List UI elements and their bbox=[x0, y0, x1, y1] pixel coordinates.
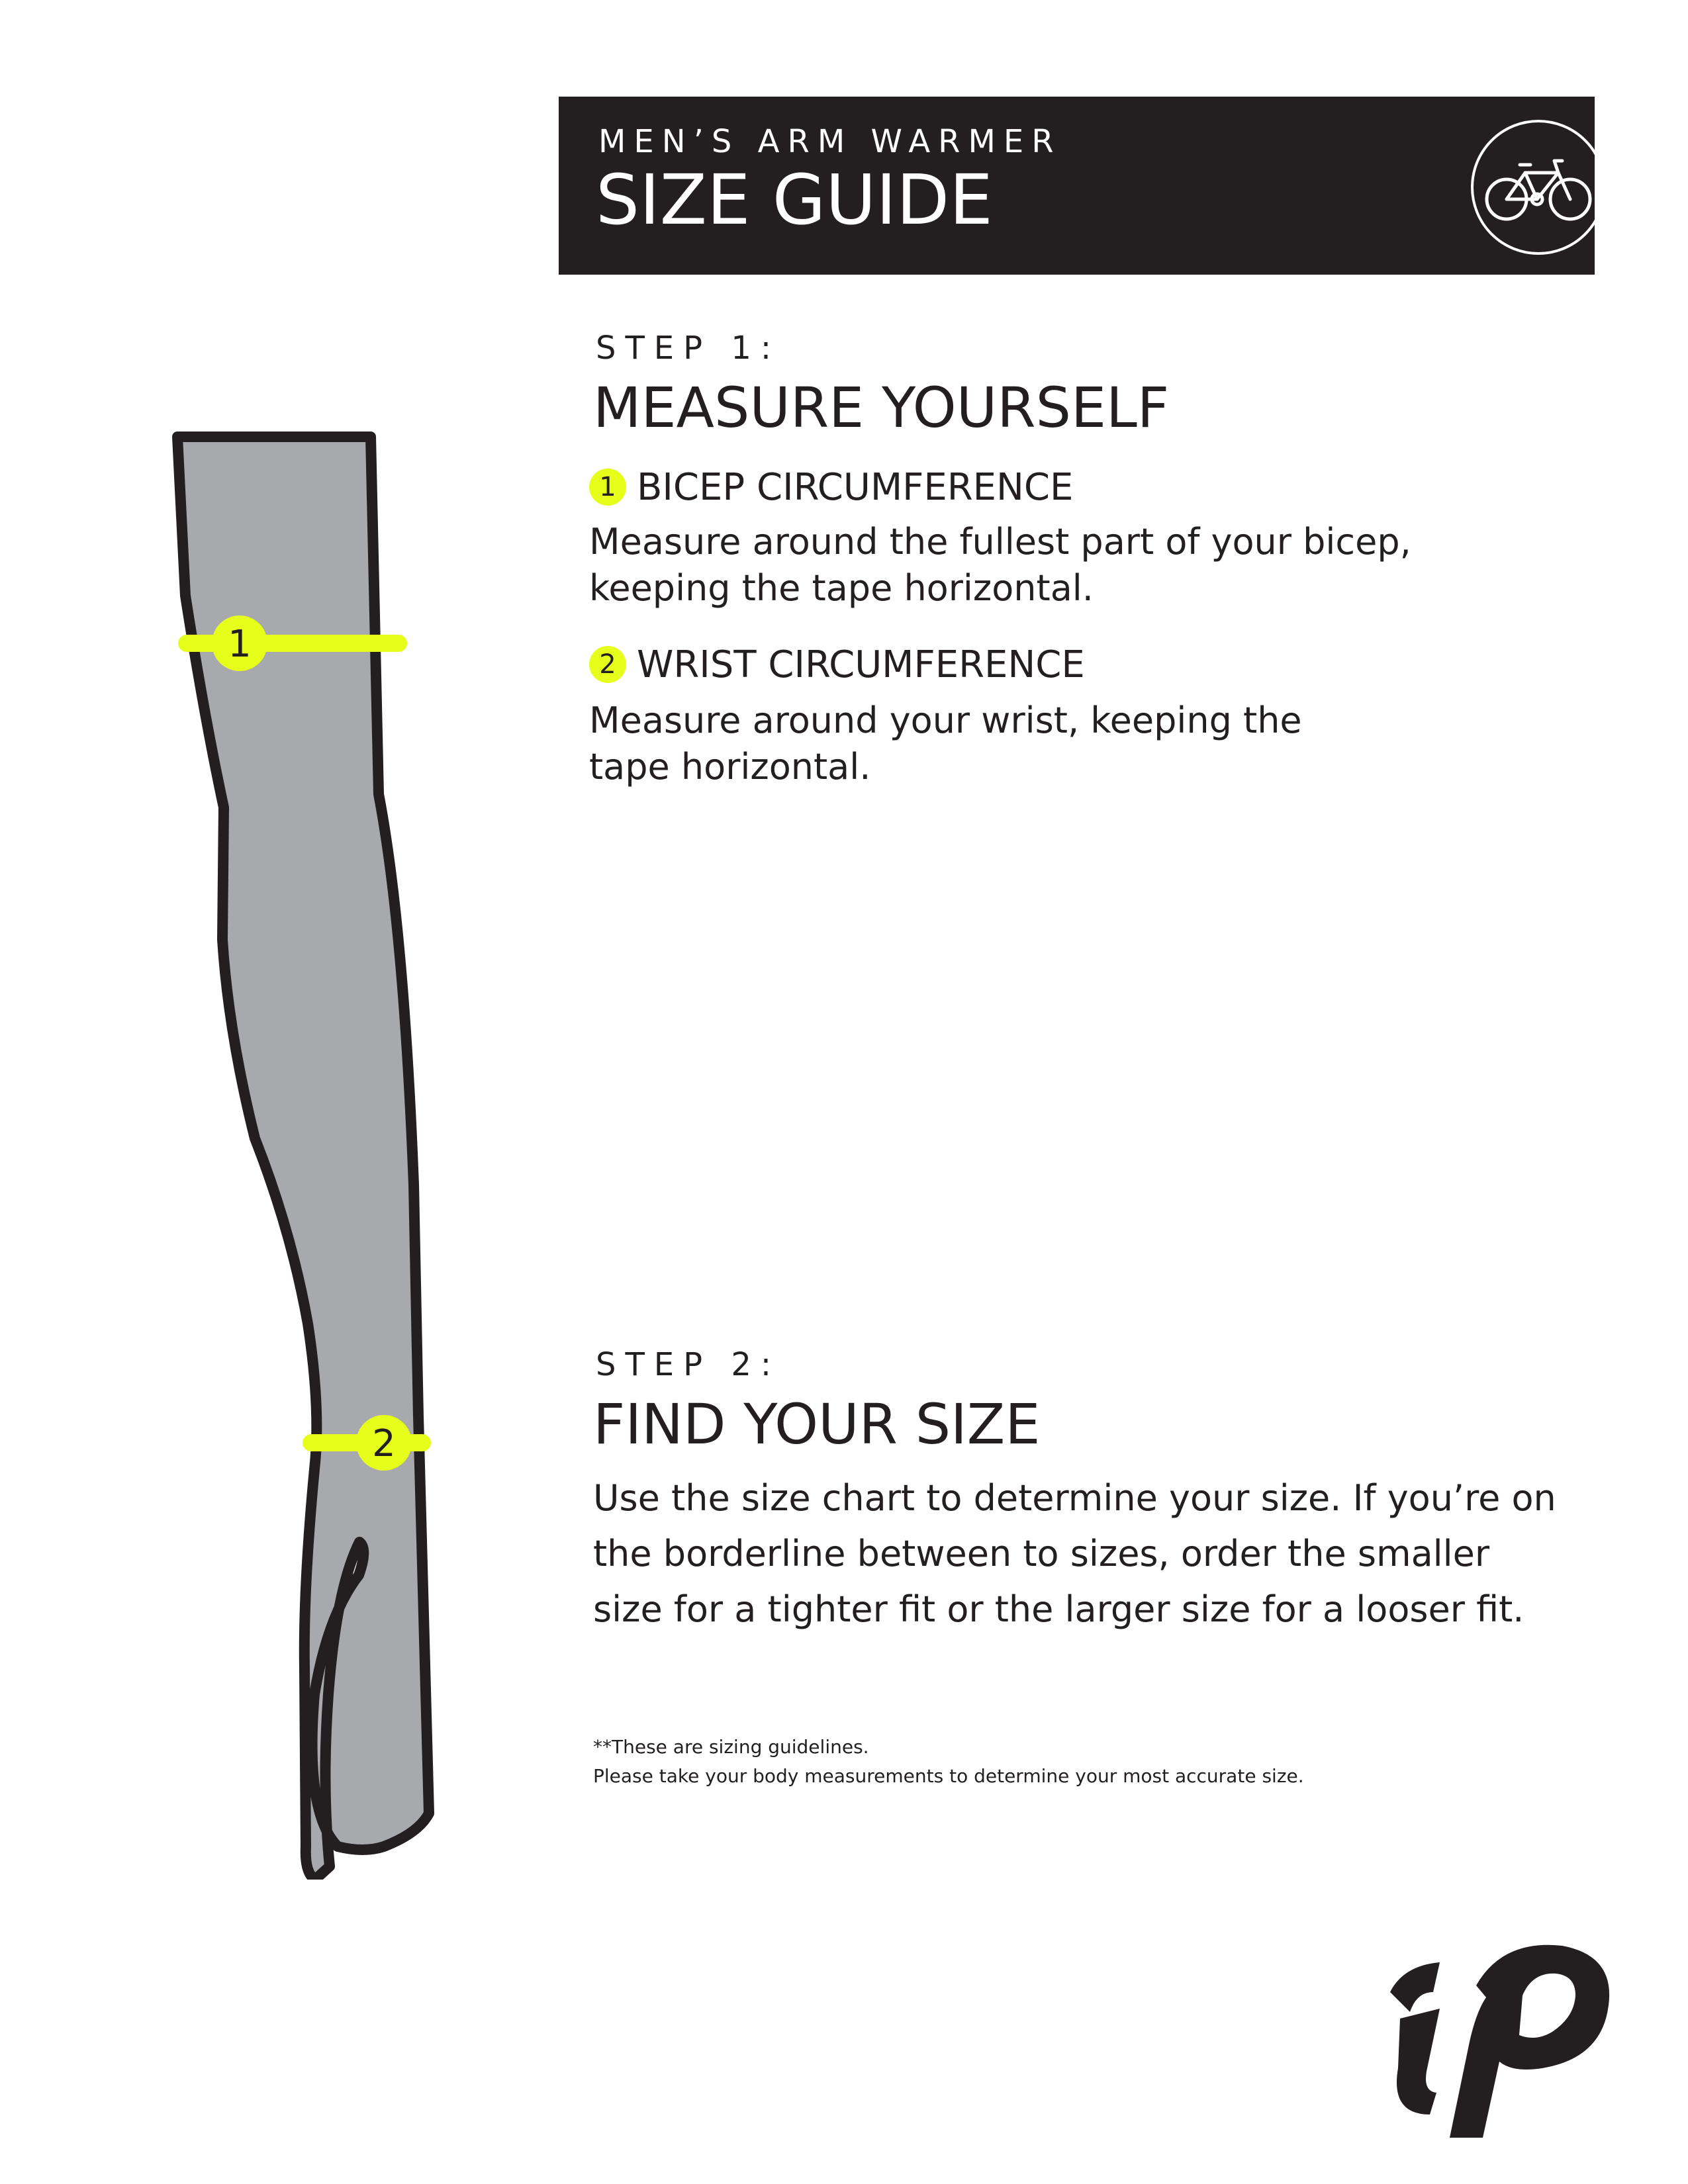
wrist-description: Measure around your wrist, keeping the tape horizontal. bbox=[589, 700, 1302, 788]
bicep-measure-item bbox=[589, 466, 1073, 508]
step2-title: FIND YOUR SIZE bbox=[593, 1392, 1041, 1457]
step1-kicker: STEP 1: bbox=[596, 330, 781, 367]
header-kicker: MEN’S ARM WARMER bbox=[598, 123, 1062, 160]
page-title: SIZE GUIDE bbox=[596, 159, 993, 240]
wrist-marker-number: 2 bbox=[372, 1422, 396, 1465]
wrist-label: WRIST CIRCUMFERENCE bbox=[637, 643, 1085, 686]
header-bar bbox=[559, 97, 1595, 275]
bicep-label: BICEP CIRCUMFERENCE bbox=[637, 465, 1074, 509]
footnote-guidelines: **These are sizing guidelines. bbox=[593, 1736, 869, 1758]
wrist-measure-item bbox=[589, 643, 1085, 686]
bicep-number-badge: 1 bbox=[589, 469, 626, 506]
bicycle-icon bbox=[1466, 114, 1595, 260]
footnote-measure: Please take your body measurements to determine your most accurate size. bbox=[593, 1765, 1304, 1787]
brand-logo-icon bbox=[1377, 1919, 1615, 2144]
step2-body: Use the size chart to determine your size. If you’re on the borderline between to sizes, order the smaller size for a tighter fit or the larger size for a looser fit. bbox=[593, 1477, 1556, 1630]
bicep-description: Measure around the fullest part of your bicep, keeping the tape horizontal. bbox=[589, 521, 1411, 609]
wrist-number-badge: 2 bbox=[589, 646, 626, 683]
step2-kicker: STEP 2: bbox=[596, 1346, 781, 1383]
bicep-marker-number: 1 bbox=[228, 623, 252, 666]
arm-illustration bbox=[159, 424, 437, 1880]
step1-title: MEASURE YOURSELF bbox=[593, 375, 1170, 440]
